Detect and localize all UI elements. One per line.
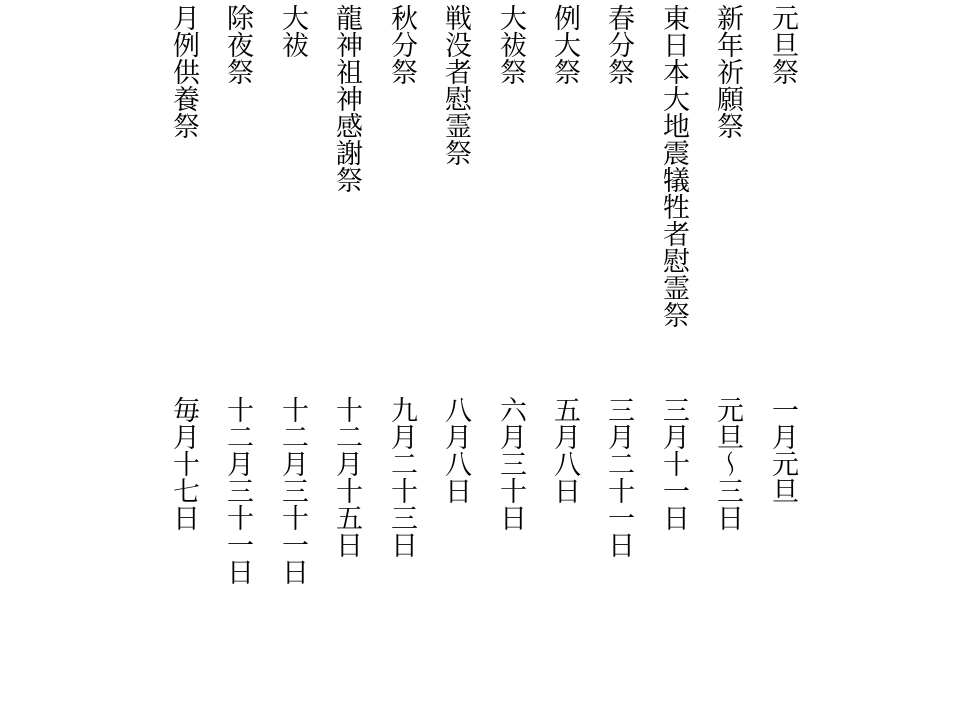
event-date: 一月元旦	[767, 396, 798, 504]
event-name: 月例供養祭	[168, 4, 199, 139]
event-date: 十二月三十一日	[222, 396, 253, 585]
event-date: 元旦〜三日	[712, 396, 743, 531]
event-name: 新年祈願祭	[712, 4, 743, 139]
event-row-2	[707, 0, 747, 720]
event-row-9	[326, 0, 366, 720]
event-row-8	[381, 0, 421, 720]
event-date: 五月八日	[549, 396, 580, 504]
event-name: 大祓	[277, 4, 308, 58]
event-date: 毎月十七日	[168, 396, 199, 531]
event-row-4	[598, 0, 638, 720]
event-row-3	[653, 0, 693, 720]
event-date: 六月三十日	[495, 396, 526, 531]
event-name: 春分祭	[603, 4, 634, 85]
event-date: 三月二十一日	[603, 396, 634, 558]
event-row-1	[762, 0, 802, 720]
event-row-11	[217, 0, 257, 720]
event-date: 十二月三十一日	[277, 396, 308, 585]
event-name: 秋分祭	[386, 4, 417, 85]
event-name: 戦没者慰霊祭	[440, 4, 471, 166]
event-date: 三月十一日	[658, 396, 689, 531]
event-row-10	[272, 0, 312, 720]
event-row-6	[490, 0, 530, 720]
event-date: 八月八日	[440, 396, 471, 504]
event-date: 十二月十五日	[331, 396, 362, 558]
event-name: 例大祭	[549, 4, 580, 85]
event-row-5	[544, 0, 584, 720]
event-name: 除夜祭	[222, 4, 253, 85]
event-name: 元旦祭	[767, 4, 798, 85]
event-row-12	[163, 0, 203, 720]
event-name: 東日本大地震犠牲者慰霊祭	[658, 4, 689, 328]
event-date: 九月二十三日	[386, 396, 417, 558]
event-name: 大祓祭	[495, 4, 526, 85]
event-name: 龍神祖神感謝祭	[331, 4, 362, 193]
event-row-7	[435, 0, 475, 720]
